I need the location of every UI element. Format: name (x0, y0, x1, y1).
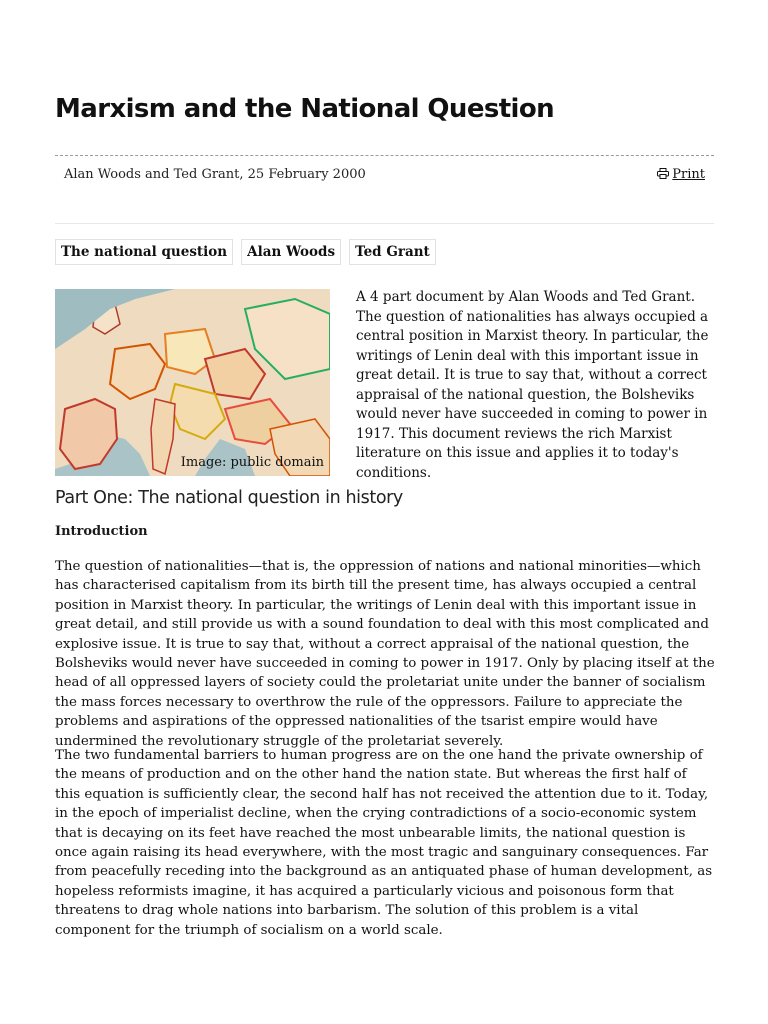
sub-heading: Introduction (55, 524, 148, 539)
article-summary: A 4 part document by Alan Woods and Ted Grant. The question of nationalities has always occupied a central position in Marxist theory. In particular, the writings of Lenin deal with this important issue in great detail. It is true to say that, without a correct appraisal of the national question, the Bolsheviks would never have succeeded in coming to power in 1917. This document reviews the rich Marxist literature on this issue and applies it to today's conditions. (356, 289, 709, 481)
image-caption: Image: public domain (180, 455, 324, 470)
tag-list (55, 239, 436, 265)
body-paragraph: The two fundamental barriers to human progress are on the one hand the private ownership of the means of production and on the other hand the nation state. But whereas the first half of this equation is sufficiently clear, the second half has not received the attention due to it. Today, in the epoch of imperialist decline, when the crying contradictions of a socio-economic system that is decaying on its feet have reached the most unbearable limits, the national question is once again raising its head everywhere, with the most tragic and sanguinary consequences. Far from peacefully receding into the background as an antiquated phase of human development, as hopeless reformists imagine, it has acquired a particularly vicious and poisonous form that threatens to drag whole nations into barbarism. The solution of this problem is a vital component for the triumph of socialism on a world scale. (55, 748, 713, 938)
page-title: Marxism and the National Question (55, 94, 555, 124)
print-label: Print (672, 167, 705, 182)
byline: Alan Woods and Ted Grant, 25 February 2000 (64, 167, 366, 182)
europe-map-image (55, 289, 330, 476)
printer-icon (657, 168, 669, 179)
tag-national-question[interactable]: The national question (55, 239, 233, 265)
section-heading: Part One: The national question in history (55, 488, 403, 508)
title-divider (55, 155, 714, 156)
print-link[interactable] (657, 167, 705, 182)
map-illustration (55, 289, 330, 476)
meta-divider (55, 223, 714, 224)
tag-alan-woods[interactable]: Alan Woods (241, 239, 341, 265)
body-paragraph: The question of nationalities—that is, the oppression of nations and national minorities—which has characterised capitalism from its birth till the present time, has always occupied a central position in Marxist theory. In particular, the writings of Lenin deal with this important issue in great detail, and still provide us with a sound foundation to deal with this most complicated and explosive issue. It is true to say that, without a correct appraisal of the national question, the Bolsheviks would never have succeeded in coming to power in 1917. Only by placing itself at the head of all oppressed layers of society could the proletariat unite under the banner of socialism the mass forces necessary to overthrow the rule of the oppressors. Failure to appreciate the problems and aspirations of the oppressed nationalities of the tsarist empire would have undermined the revolutionary struggle of the proletariat severely. (55, 559, 715, 749)
tag-ted-grant[interactable]: Ted Grant (349, 239, 436, 265)
